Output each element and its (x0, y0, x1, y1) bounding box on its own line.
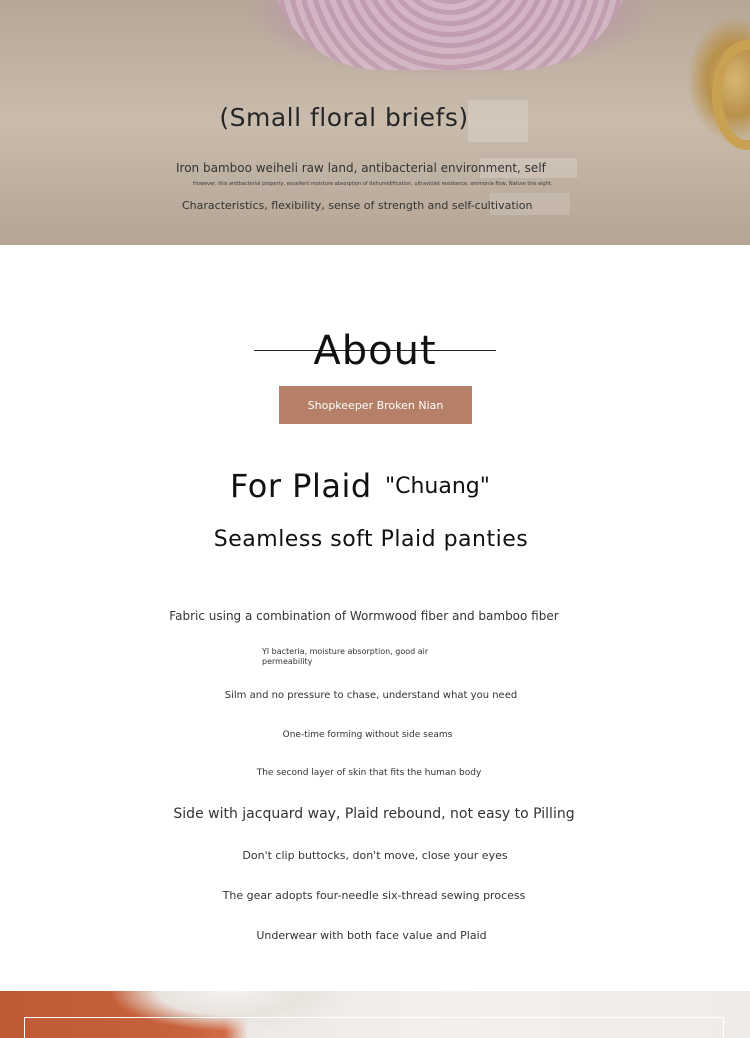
feature-text: The gear adopts four-needle six-thread sewing process (222, 889, 526, 902)
about-heading (0, 326, 750, 376)
hero-title: (Small floral briefs) (219, 103, 469, 132)
hero-line-1: Iron bamboo weiheli raw land, antibacterial environment, self (176, 161, 546, 175)
footer-frame (24, 1017, 724, 1038)
product-name: For Plaid (230, 467, 372, 505)
product-nickname: "Chuang" (385, 474, 490, 499)
feature-text: One-time forming without side seams (282, 730, 453, 740)
product-subtitle: Seamless soft Plaid panties (213, 527, 529, 552)
about-title: About (313, 328, 437, 374)
feature-text: Yl bacteria, moisture absorption, good air permeability (262, 647, 429, 666)
feature-text: Silm and no pressure to chase, understand what you need (224, 690, 518, 701)
gold-ring-decoration (712, 40, 750, 150)
feature-text: Don't clip buttocks, don't move, close your eyes (242, 849, 508, 862)
hero-banner (0, 0, 750, 245)
hero-small-text: However, this antibacterial property, excellent moisture absorption of dehumidification, ultraviolet resistance, ammonia flow, Nature this eight. (193, 181, 553, 187)
feature-text: The second layer of skin that fits the human body (256, 768, 482, 778)
footer-product-image (0, 991, 750, 1038)
hero-line-2: Characteristics, flexibility, sense of strength and self-cultivation (182, 199, 533, 212)
feature-text: Underwear with both face value and Plaid (256, 929, 487, 942)
shopkeeper-badge: Shopkeeper Broken Nian (279, 386, 472, 424)
feature-text: Side with jacquard way, Plaid rebound, not easy to Pilling (173, 806, 575, 822)
feature-text: Fabric using a combination of Wormwood fiber and bamboo fiber (169, 609, 559, 623)
lace-fabric-image (270, 0, 630, 70)
